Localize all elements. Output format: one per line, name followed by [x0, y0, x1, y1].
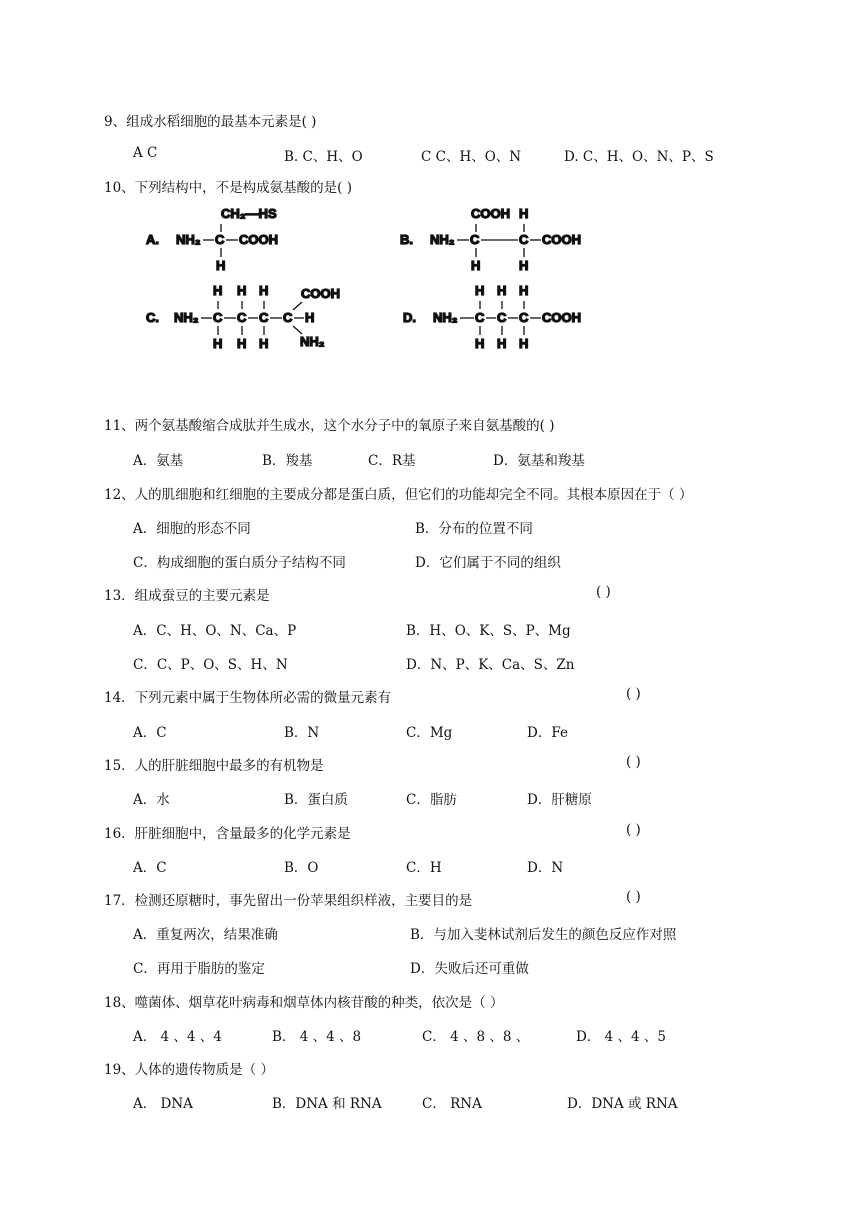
q19-option-c: C． RNA [422, 1096, 482, 1112]
question-10-stem: 10、下列结构中，不是构成氨基酸的是( ) [104, 180, 353, 196]
label-b: B. [400, 232, 413, 247]
question-18-stem: 18、噬菌体、烟草花叶病毒和烟草体内核苷酸的种类，依次是（ ） [104, 995, 504, 1011]
q16-option-b: B．O [284, 860, 319, 876]
d-h-bot3: H [519, 336, 529, 351]
b-cooh2: COOH [542, 232, 581, 247]
q12-option-c: C．构成细胞的蛋白质分子结构不同 [133, 555, 346, 571]
c-h-top3: H [259, 283, 269, 298]
question-11-stem: 11、两个氨基酸缩合成肽并生成水，这个水分子中的氧原子来自氨基酸的( ) [104, 418, 555, 434]
question-19-stem: 19、人体的遗传物质是（ ） [104, 1062, 274, 1078]
q17-option-d: D．失败后还可重做 [410, 961, 529, 977]
question-9-stem: 9、组成水稻细胞的最基本元素是( ) [104, 114, 317, 130]
q14-answer-paren: ( ) [626, 686, 641, 702]
q18-option-d: D． 4 、4 、5 [576, 1029, 666, 1045]
c-c4: C [283, 310, 293, 325]
label-a: A. [146, 232, 159, 247]
q14-option-c: C．Mg [406, 725, 453, 741]
bond-line [293, 326, 302, 334]
label-d: D. [403, 310, 416, 325]
q15-option-c: C．脂肪 [406, 792, 457, 808]
b-c2: C [519, 232, 529, 247]
c-h-bot3: H [259, 336, 269, 351]
q17-option-c: C．再用于脂肪的鉴定 [133, 961, 265, 977]
d-h-top1: H [475, 283, 485, 298]
d-h-bot1: H [475, 336, 485, 351]
b-h-top: H [519, 206, 529, 221]
b-h1: H [471, 258, 481, 273]
q11-option-a: A．氨基 [133, 453, 184, 469]
c-cooh: COOH [301, 286, 340, 301]
q16-option-d: D．N [527, 860, 564, 876]
q13-option-d: D．N、P、K、Ca、S、Zn [406, 657, 575, 673]
b-cooh: COOH [471, 206, 510, 221]
d-c1: C [475, 310, 485, 325]
d-h-top2: H [497, 283, 507, 298]
q17-answer-paren: ( ) [626, 889, 641, 905]
q19-option-d: D．DNA 或 RNA [567, 1096, 678, 1112]
q9-option-b: B. C、H、O [284, 149, 363, 165]
q12-option-b: B．分布的位置不同 [415, 521, 533, 537]
q15-answer-paren: ( ) [626, 754, 641, 770]
q13-option-b: B．H、O、K、S、P、Mg [406, 623, 571, 639]
a-ch2hs: CH₂—HS [221, 206, 277, 221]
c-h-top1: H [213, 283, 223, 298]
c-h-right: H [305, 310, 315, 325]
question-16-stem: 16．肝脏细胞中，含量最多的化学元素是 [104, 826, 351, 842]
q16-answer-paren: ( ) [626, 822, 641, 838]
q14-option-d: D．Fe [527, 725, 568, 741]
d-h-top3: H [519, 283, 529, 298]
a-h: H [216, 258, 226, 273]
a-c: C [215, 232, 225, 247]
q9-option-a: A C [133, 145, 158, 161]
q16-option-c: C．H [406, 860, 442, 876]
q13-answer-paren: ( ) [596, 584, 611, 600]
d-c2: C [497, 310, 507, 325]
q17-option-b: B．与加入斐林试剂后发生的颜色反应作对照 [410, 927, 677, 943]
c-c2: C [237, 310, 247, 325]
b-c1: C [470, 232, 480, 247]
q15-option-a: A．水 [133, 792, 170, 808]
q16-option-a: A．C [133, 860, 167, 876]
d-cooh: COOH [542, 310, 581, 325]
question-14-stem: 14．下列元素中属于生物体所必需的微量元素有 [104, 690, 392, 706]
amino-acid-structures-figure [0, 198, 860, 368]
q19-option-a: A． DNA [133, 1096, 193, 1112]
q15-option-b: B．蛋白质 [284, 792, 348, 808]
q14-option-a: A．C [133, 725, 167, 741]
c-h-bot2: H [237, 336, 247, 351]
d-nh2: NH₂ [433, 310, 458, 325]
question-12-stem: 12、人的肌细胞和红细胞的主要成分都是蛋白质，但它们的功能却完全不同。其根本原因在于（ ） [104, 487, 693, 503]
question-15-stem: 15．人的肝脏细胞中最多的有机物是 [104, 758, 324, 774]
q9-option-c: C C、H、O、N [421, 149, 522, 165]
c-c3: C [259, 310, 269, 325]
b-nh2: NH₂ [430, 232, 455, 247]
c-h-top2: H [237, 283, 247, 298]
c-c1: C [213, 310, 223, 325]
q11-option-d: D．氨基和羧基 [493, 453, 585, 469]
bond-line [293, 302, 302, 310]
q9-option-d: D. C、H、O、N、P、S [564, 149, 714, 165]
q11-option-c: C．R基 [368, 453, 416, 469]
q12-option-d: D．它们属于不同的组织 [415, 555, 561, 571]
question-13-stem: 13．组成蚕豆的主要元素是 [104, 588, 270, 604]
q18-option-b: B． 4 、4 、8 [272, 1029, 362, 1045]
q14-option-b: B．N [284, 725, 320, 741]
q15-option-d: D．肝糖原 [527, 792, 592, 808]
q18-option-c: C． 4 、8 、8 、 [422, 1029, 530, 1045]
question-17-stem: 17．检测还原糖时，事先留出一份苹果组织样液，主要目的是 [104, 893, 473, 909]
q17-option-a: A．重复两次，结果准确 [133, 927, 278, 943]
q13-option-a: A．C、H、O、N、Ca、P [133, 623, 297, 639]
c-nh2: NH₂ [174, 310, 199, 325]
d-c3: C [519, 310, 529, 325]
c-h-bot1: H [213, 336, 223, 351]
q18-option-a: A． 4 、4 、4 [133, 1029, 222, 1045]
a-nh2: NH₂ [176, 232, 201, 247]
d-h-bot2: H [497, 336, 507, 351]
a-cooh: COOH [239, 232, 278, 247]
q11-option-b: B．羧基 [262, 453, 313, 469]
b-h2: H [519, 258, 529, 273]
label-c: C. [146, 310, 159, 325]
q13-option-c: C．C、P、O、S、H、N [133, 657, 288, 673]
q12-option-a: A．细胞的形态不同 [133, 521, 251, 537]
c-nh2-branch: NH₂ [300, 334, 325, 349]
q19-option-b: B．DNA 和 RNA [272, 1096, 382, 1112]
